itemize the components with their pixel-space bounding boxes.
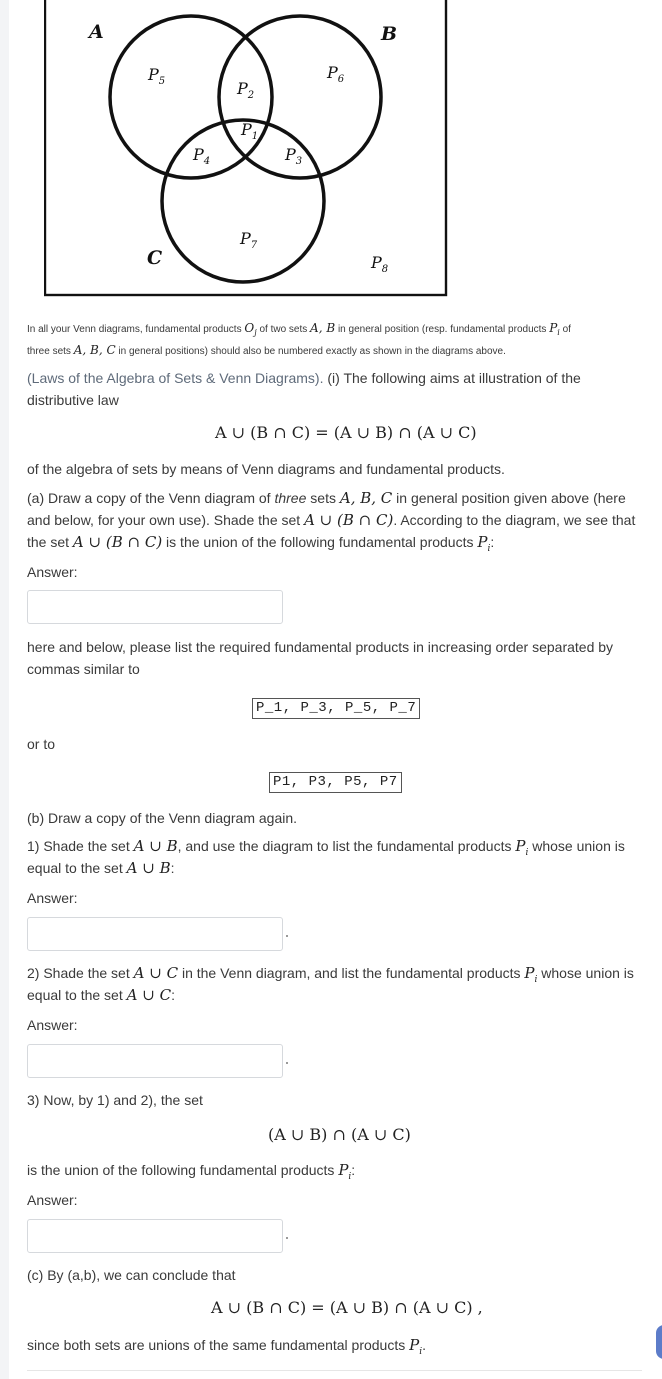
instructions-line-2: commas similar to [27,661,140,677]
left-gutter [0,0,9,1379]
part-b-q2-line-1: 2) Shade the set A ∪ C in the Venn diagram, and list the fundamental products $P_i$ whose union is [27,964,634,985]
part-c-intro: (c) By (a,b), we can conclude that [27,1267,236,1283]
part-b-intro: (b) Draw a copy of the Venn diagram again. [27,810,298,826]
venn-region-label-p1: $P_1$ [241,120,259,142]
answer-label-a: Answer: [27,564,78,580]
venn-region-label-p8: $P_8$ [371,253,389,275]
input-marker [286,935,288,937]
instructions-line-1: here and below, please list the required fundamental products in increasing order separated by [27,639,614,655]
distributive-formula: A ∪ (B ∩ C) = (A ∪ B) ∩ (A ∪ C) [215,423,477,442]
venn-region-label-p3: $P_3$ [285,145,303,167]
venn-diagram [44,0,448,298]
part-b-q3-after: is the union of the following fundamental products $P_i$: [27,1161,356,1182]
help-tab-button[interactable] [656,1325,662,1359]
q3-formula: (A ∪ B) ∩ (A ∪ C) [268,1125,411,1144]
input-marker [286,1062,288,1064]
input-marker [286,1237,288,1239]
venn-region-label-p5: $P_5$ [148,65,166,87]
venn-label-c: C [147,247,163,269]
part-b-q3: 3) Now, by 1) and 2), the set [27,1092,203,1108]
venn-label-a: A [89,21,104,43]
part-a-line-1: (a) Draw a copy of the Venn diagram of three sets A, B, C in general position given above (here [27,489,626,507]
answer-input-b2[interactable] [27,1044,283,1078]
answer-label-b2: Answer: [27,1017,78,1033]
example-format-1: P_1, P_3, P_5, P_7 [252,698,420,719]
venn-region-label-p2: $P_2$ [237,79,255,101]
part-a-line-3: the set A ∪ (B ∩ C) is the union of the following fundamental products $P_i$: [27,533,495,554]
or-to-text: or to [27,736,56,752]
note-line-1: In all your Venn diagrams, fundamental products $O_j$ of two sets A, B in general position (resp. fundamental products $P_i$ of [27,321,571,337]
part-b-q1-line-1: 1) Shade the set A ∪ B, and use the diagram to list the fundamental products $P_i$ whose union is [27,837,625,858]
answer-label-b3: Answer: [27,1192,78,1208]
part-a-line-2: and below, for your own use). Shade the set A ∪ (B ∩ C). According to the diagram, we see that [27,511,636,529]
after-formula-text: of the algebra of sets by means of Venn diagrams and fundamental products. [27,461,505,477]
venn-label-b: B [381,23,398,45]
intro-line-2: distributive law [27,392,119,408]
example-format-2: P1, P3, P5, P7 [269,772,402,793]
venn-region-label-p4: $P_4$ [193,145,211,167]
answer-input-b1[interactable] [27,917,283,951]
answer-input-b3[interactable] [27,1219,283,1253]
part-b-q2-line-2: equal to the set A ∪ C: [27,986,175,1004]
note-line-2: three sets A, B, C in general positions) should also be numbered exactly as shown in the diagrams above. [27,343,506,357]
part-c-formula: A ∪ (B ∩ C) = (A ∪ B) ∩ (A ∪ C) , [211,1298,483,1317]
divider [27,1370,642,1371]
venn-region-label-p7: $P_7$ [240,229,258,251]
answer-input-a[interactable] [27,590,283,624]
answer-label-b1: Answer: [27,890,78,906]
intro-line-1: (Laws of the Algebra of Sets & Venn Diagrams). (i) The following aims at illustration of the [27,370,581,386]
venn-region-label-p6: $P_6$ [327,63,345,85]
part-c-conclusion: since both sets are unions of the same fundamental products $P_i$. [27,1336,426,1357]
part-b-q1-line-2: equal to the set A ∪ B: [27,859,175,877]
intro-link: (Laws of the Algebra of Sets & Venn Diagrams). [27,370,324,386]
